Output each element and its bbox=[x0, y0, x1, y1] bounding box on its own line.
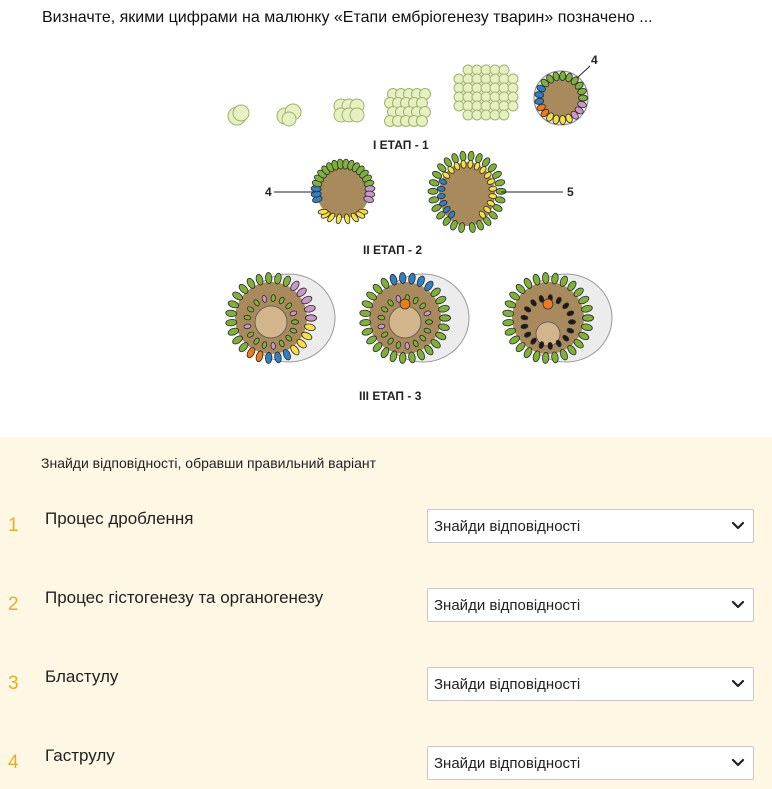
cleavage-cell bbox=[417, 116, 428, 127]
row-number: 3 bbox=[8, 673, 19, 694]
embryo-cell bbox=[399, 272, 406, 283]
callout-5-stage2: 5 bbox=[567, 185, 574, 199]
callout-4-stage1: 4 bbox=[591, 53, 598, 67]
gut bbox=[255, 306, 287, 338]
embryo-cell bbox=[437, 186, 446, 192]
gut bbox=[389, 306, 421, 338]
embryo-cell bbox=[461, 160, 467, 169]
embryo-cell bbox=[265, 352, 272, 363]
embryogenesis-figure bbox=[215, 46, 615, 411]
embryo-cell bbox=[271, 294, 276, 301]
embryo-cell bbox=[225, 310, 237, 318]
match-select-1[interactable] bbox=[427, 509, 754, 543]
embryo-cell bbox=[489, 186, 498, 192]
select-value: Знайди відповідності bbox=[434, 676, 581, 693]
stage-3-label: III ЕТАП - 3 bbox=[359, 389, 422, 403]
embryo-cell bbox=[359, 310, 371, 318]
embryo-cell bbox=[559, 71, 566, 80]
embryo-cell bbox=[405, 342, 410, 349]
matching-row-3 bbox=[0, 667, 772, 727]
row-label: Процес дроблення bbox=[45, 509, 194, 528]
embryo-cell bbox=[467, 160, 473, 169]
embryo-cell bbox=[579, 95, 588, 101]
embryo-cell bbox=[399, 352, 406, 363]
embryo-cell bbox=[559, 115, 566, 124]
row-label: Гаструлу bbox=[45, 746, 115, 765]
embryo-cell bbox=[292, 320, 299, 324]
stage-1-label: I ЕТАП - 1 bbox=[373, 138, 429, 152]
chevron-down-icon bbox=[731, 679, 745, 689]
embryo-cell bbox=[440, 315, 451, 321]
cleavage-cell bbox=[282, 112, 296, 126]
row-label: Процес гістогенезу та органогенезу bbox=[45, 588, 324, 607]
embryo-cell bbox=[271, 342, 276, 349]
cleavage-cell bbox=[233, 105, 249, 121]
callout-4-stage2: 4 bbox=[265, 185, 272, 199]
embryo-cell bbox=[426, 320, 433, 324]
embryo-cell bbox=[359, 319, 371, 327]
notochord bbox=[543, 299, 553, 309]
cleavage-cell bbox=[350, 108, 364, 122]
embryo-cell bbox=[542, 272, 549, 283]
match-select-3[interactable] bbox=[427, 667, 754, 701]
embryo-cell bbox=[429, 179, 440, 187]
embryogenesis-diagram bbox=[215, 46, 615, 411]
matching-row-1 bbox=[0, 509, 772, 569]
callout-line bbox=[577, 66, 590, 78]
match-select-4[interactable] bbox=[427, 746, 754, 780]
chevron-down-icon bbox=[731, 600, 745, 610]
matching-instruction: Знайди відповідності, обравши правильний варіант bbox=[41, 455, 377, 471]
embryo-cell bbox=[318, 209, 328, 215]
row-label: Бластулу bbox=[45, 667, 119, 686]
cleavage-cell bbox=[499, 110, 509, 120]
embryo-cell bbox=[225, 319, 237, 327]
embryo-cell bbox=[548, 342, 553, 349]
match-select-2[interactable] bbox=[427, 588, 754, 622]
notochord bbox=[400, 299, 410, 309]
row-number: 1 bbox=[8, 515, 19, 536]
chevron-down-icon bbox=[731, 521, 745, 531]
row-number: 4 bbox=[8, 752, 19, 773]
stage-2-label: II ЕТАП - 2 bbox=[363, 243, 423, 257]
embryo-cell bbox=[502, 319, 514, 327]
question-title: Визначте, якими цифрами на малюнку «Етапи ембріогенезу тварин» позначено ... bbox=[42, 9, 653, 26]
embryo-cell bbox=[428, 188, 438, 194]
row-number: 2 bbox=[8, 594, 19, 615]
chevron-down-icon bbox=[731, 758, 745, 768]
matching-panel bbox=[0, 437, 772, 789]
embryo-cell bbox=[494, 179, 505, 187]
matching-row-4 bbox=[0, 746, 772, 789]
embryo-cell bbox=[265, 272, 272, 283]
select-value: Знайди відповідності bbox=[434, 597, 581, 614]
matching-row-2 bbox=[0, 588, 772, 648]
cleavage-cell bbox=[508, 101, 518, 111]
embryo-cell bbox=[583, 315, 594, 321]
embryo-cell bbox=[569, 320, 576, 324]
select-value: Знайди відповідності bbox=[434, 518, 581, 535]
embryo-cell bbox=[306, 315, 317, 321]
embryo-cell bbox=[502, 310, 514, 318]
select-value: Знайди відповідності bbox=[434, 755, 581, 772]
embryo-cell bbox=[542, 352, 549, 363]
embryo-cell bbox=[496, 188, 506, 194]
